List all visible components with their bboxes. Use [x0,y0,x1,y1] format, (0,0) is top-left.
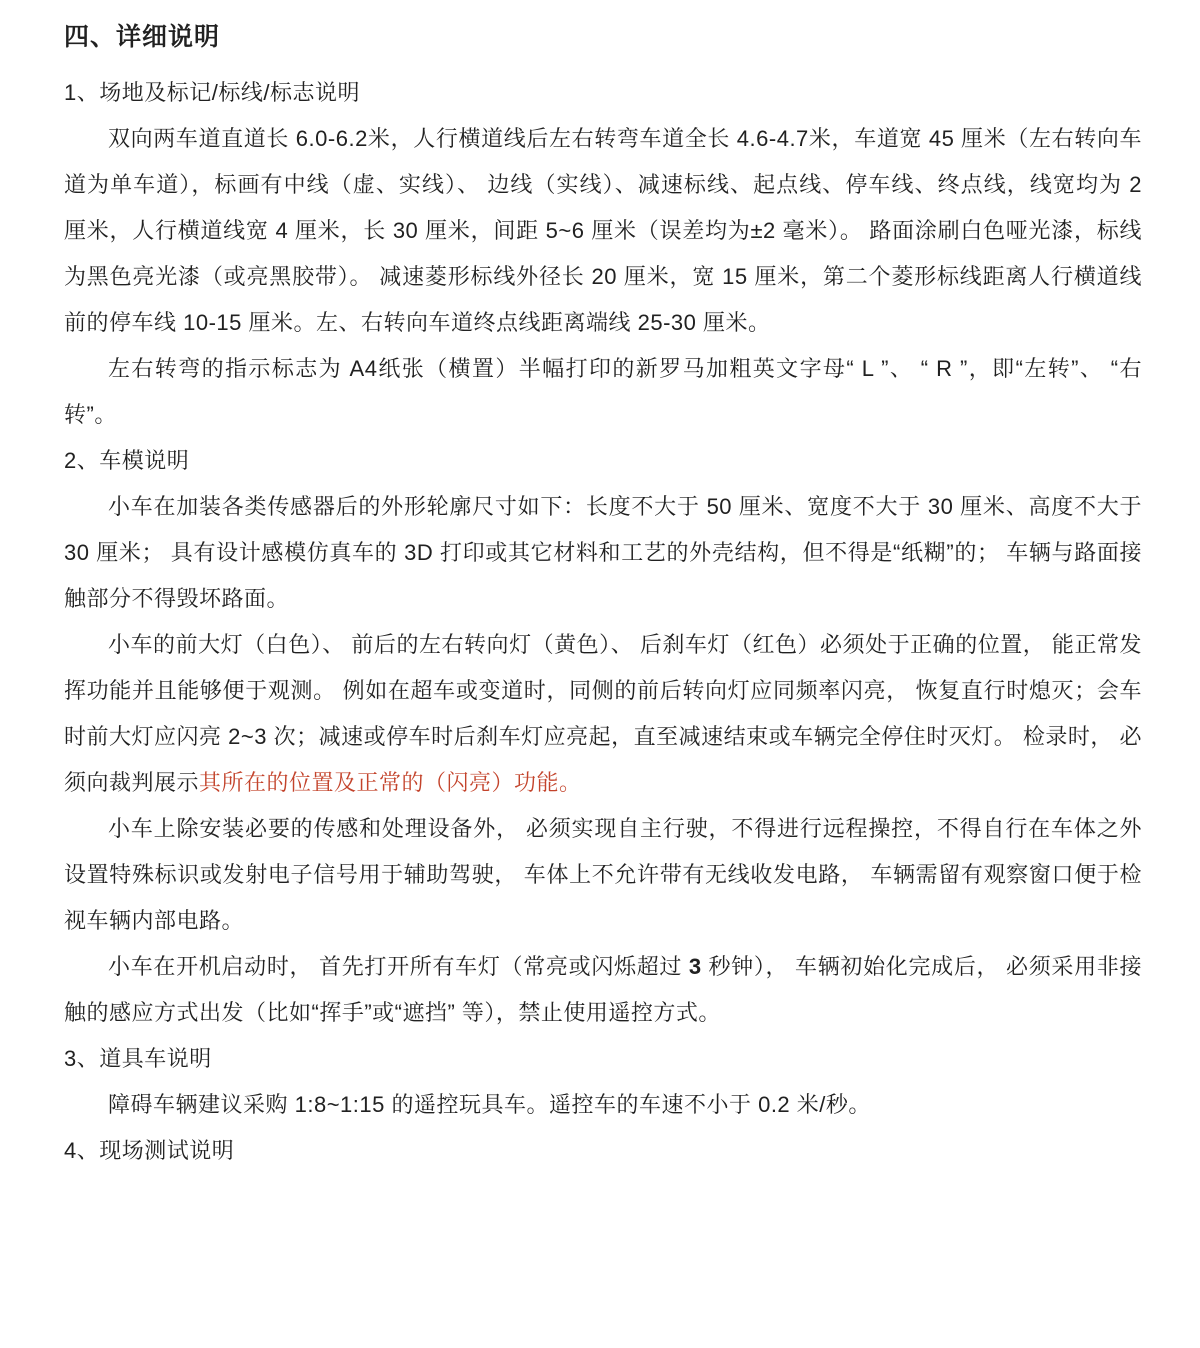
text-segment: 左右转弯的指示标志为 A4纸张（横置）半幅打印的新罗马加粗英文字母“ L ”、 “ R ”，即“左转”、 “右转”。 [64,356,1142,427]
text-segment: 小车上除安装必要的传感和处理设备外， 必须实现自主行驶，不得进行远程操控，不得自行在车体之外设置特殊标识或发射电子信号用于辅助驾驶， 车体上不允许带有无线收发电路， 车辆需留有观察窗口便于检视车辆内部电路。 [64,816,1142,933]
paragraph [64,484,1142,622]
text-segment: 3 [688,954,702,979]
text-segment: 双向两车道直道长 6.0-6.2米，人行横道线后左右转弯车道全长 4.6-4.7米，车道宽 45 厘米（左右转向车道为单车道），标画有中线（虚、实线）、 边线（实线）、减速标线、起点线、停车线、终点线，线宽均为 2 厘米，人行横道线宽 4 厘米，长 30 厘米，间距 5~6 厘米（误差均为±2 毫米）。 路面涂刷白色哑光漆，标线为黑色亮光漆（或亮黑胶带）。 减速菱形标线外径长 20 厘米，宽 15 厘米，第二个菱形标线距离人行横道线前的停车线 10-15 厘米。左、右转向车道终点线距离端线 25-30 厘米。 [64,126,1142,335]
text-segment: 障碍车辆建议采购 1:8~1:15 的遥控玩具车。遥控车的车速不小于 0.2 米/秒。 [108,1092,871,1117]
paragraph [64,346,1142,438]
paragraph [64,622,1142,806]
section-heading: 3、道具车说明 [64,1046,212,1071]
text-segment: 小车在加装各类传感器后的外形轮廓尺寸如下：长度不大于 50 厘米、宽度不大于 30 厘米、高度不大于 30 厘米； 具有设计感模仿真车的 3D 打印或其它材料和工艺的外壳结构，但不得是“纸糊”的； 车辆与路面接触部分不得毁坏路面。 [64,494,1142,611]
text-segment: 秒钟）， 车辆初始化完成后， 必须采用非接触的感应方式出发（比如“挥手”或“遮挡” 等），禁止使用遥控方式。 [64,954,1142,1025]
paragraph [64,1082,1142,1128]
document-title: 四、详细说明 [64,23,221,51]
text-segment: 小车的前大灯（白色）、 前后的左右转向灯（黄色）、 后刹车灯（红色）必须处于正确的位置， 能正常发挥功能并且能够便于观测。 例如在超车或变道时，同侧的前后转向灯应同频率闪亮， 恢复直行时熄灭；会车时前大灯应闪亮 2~3 次；减速或停车时后刹车灯应亮起，直至减速结束或车辆完全停住时灭灯。 检录时， 必须向裁判展示 [64,632,1142,795]
text-segment: 小车在开机启动时， 首先打开所有车灯（常亮或闪烁超过 [108,954,689,979]
highlighted-text: 其所在的位置及正常的（闪亮）功能。 [199,770,582,795]
section-heading: 4、现场测试说明 [64,1138,235,1163]
document-body [64,70,1142,1174]
section-heading: 2、车模说明 [64,448,190,473]
paragraph [64,944,1142,1036]
section-heading: 1、场地及标记/标线/标志说明 [64,80,360,105]
paragraph [64,806,1142,944]
paragraph [64,116,1142,346]
